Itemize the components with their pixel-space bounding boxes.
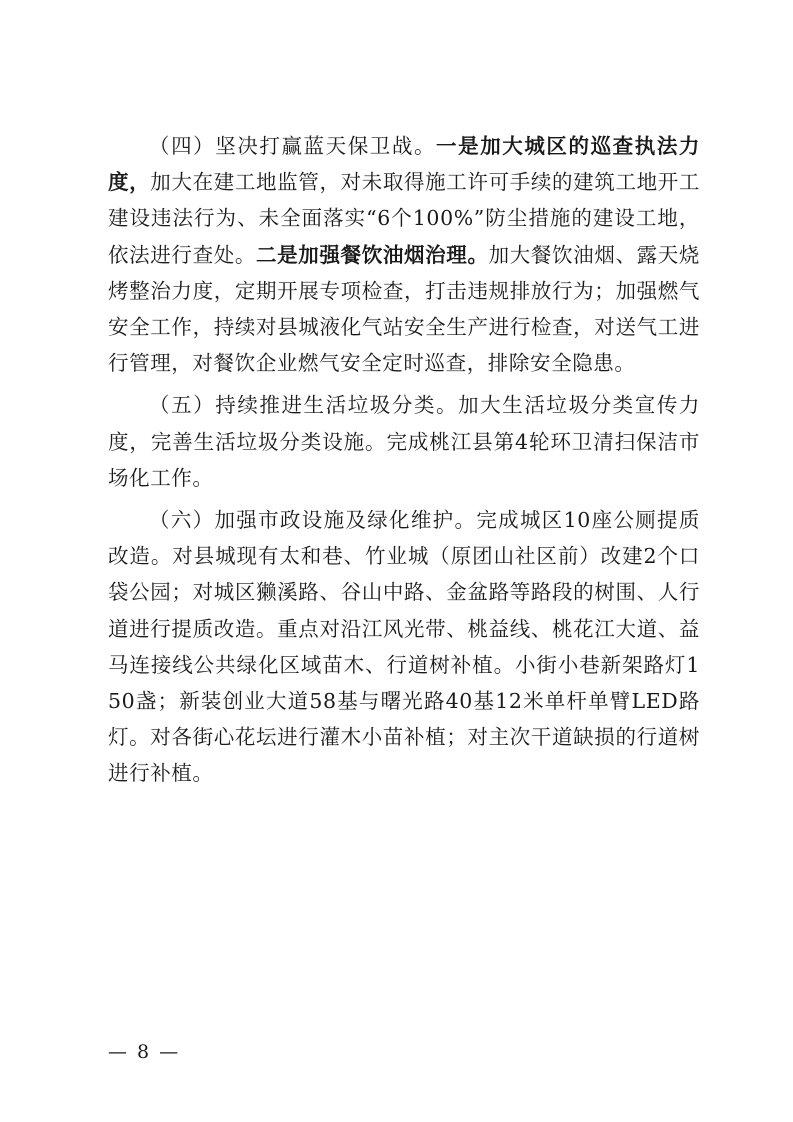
- section-heading: （五）持续推进生活垃圾分类。: [149, 393, 459, 418]
- section-heading: （四）坚决打赢蓝天保卫战。: [149, 134, 437, 158]
- section-heading: （六）加强市政设施及绿化维护。: [149, 508, 477, 533]
- paragraph-section-4: [108, 128, 700, 381]
- paragraph-section-5: [108, 387, 700, 496]
- body-text: 加大餐饮油烟、露天烧烤整治力度，定期开展专项检查，打击违规排放行为；加强燃气安全工作，持续对县城液化气站安全生产进行检查，对送气工进行管理，对餐饮企业燃气安全定时巡查，排除安全隐患。: [108, 242, 701, 376]
- body-text: 完成城区10座公厕提质改造。对县城现有太和巷、竹业城（原团山社区前）改建2个口袋公园；对城区獭溪路、谷山中路、金盆路等路段的树围、人行道进行提质改造。重点对沿江风光带、桃益线、桃花江大道、益马连接线公共绿化区域苗木、行道树补植。小街小巷新架路灯150盏；新装创业大道58基与曙光路40基12米单杆单臂LED路灯。对各街心花坛进行灌木小苗补植；对主次干道缺损的行道树进行补植。: [108, 508, 701, 786]
- document-body: [108, 128, 700, 798]
- body-text: 加大在建工地监管，对未取得施工许可手续的建筑工地开工建设违法行为、未全面落实“6个100%”防尘措施的建设工地，依法进行查处。: [108, 170, 700, 267]
- body-text: 加大生活垃圾分类宣传力度，完善生活垃圾分类设施。完成桃江县第4轮环卫清扫保洁市场化工作。: [108, 393, 700, 490]
- paragraph-section-6: [108, 502, 700, 792]
- key-point-text: 二是加强餐饮油烟治理。: [256, 242, 489, 267]
- page-number: — 8 —: [108, 1041, 181, 1063]
- key-point-text: 一是加大城区的巡查执法力度，: [108, 134, 700, 195]
